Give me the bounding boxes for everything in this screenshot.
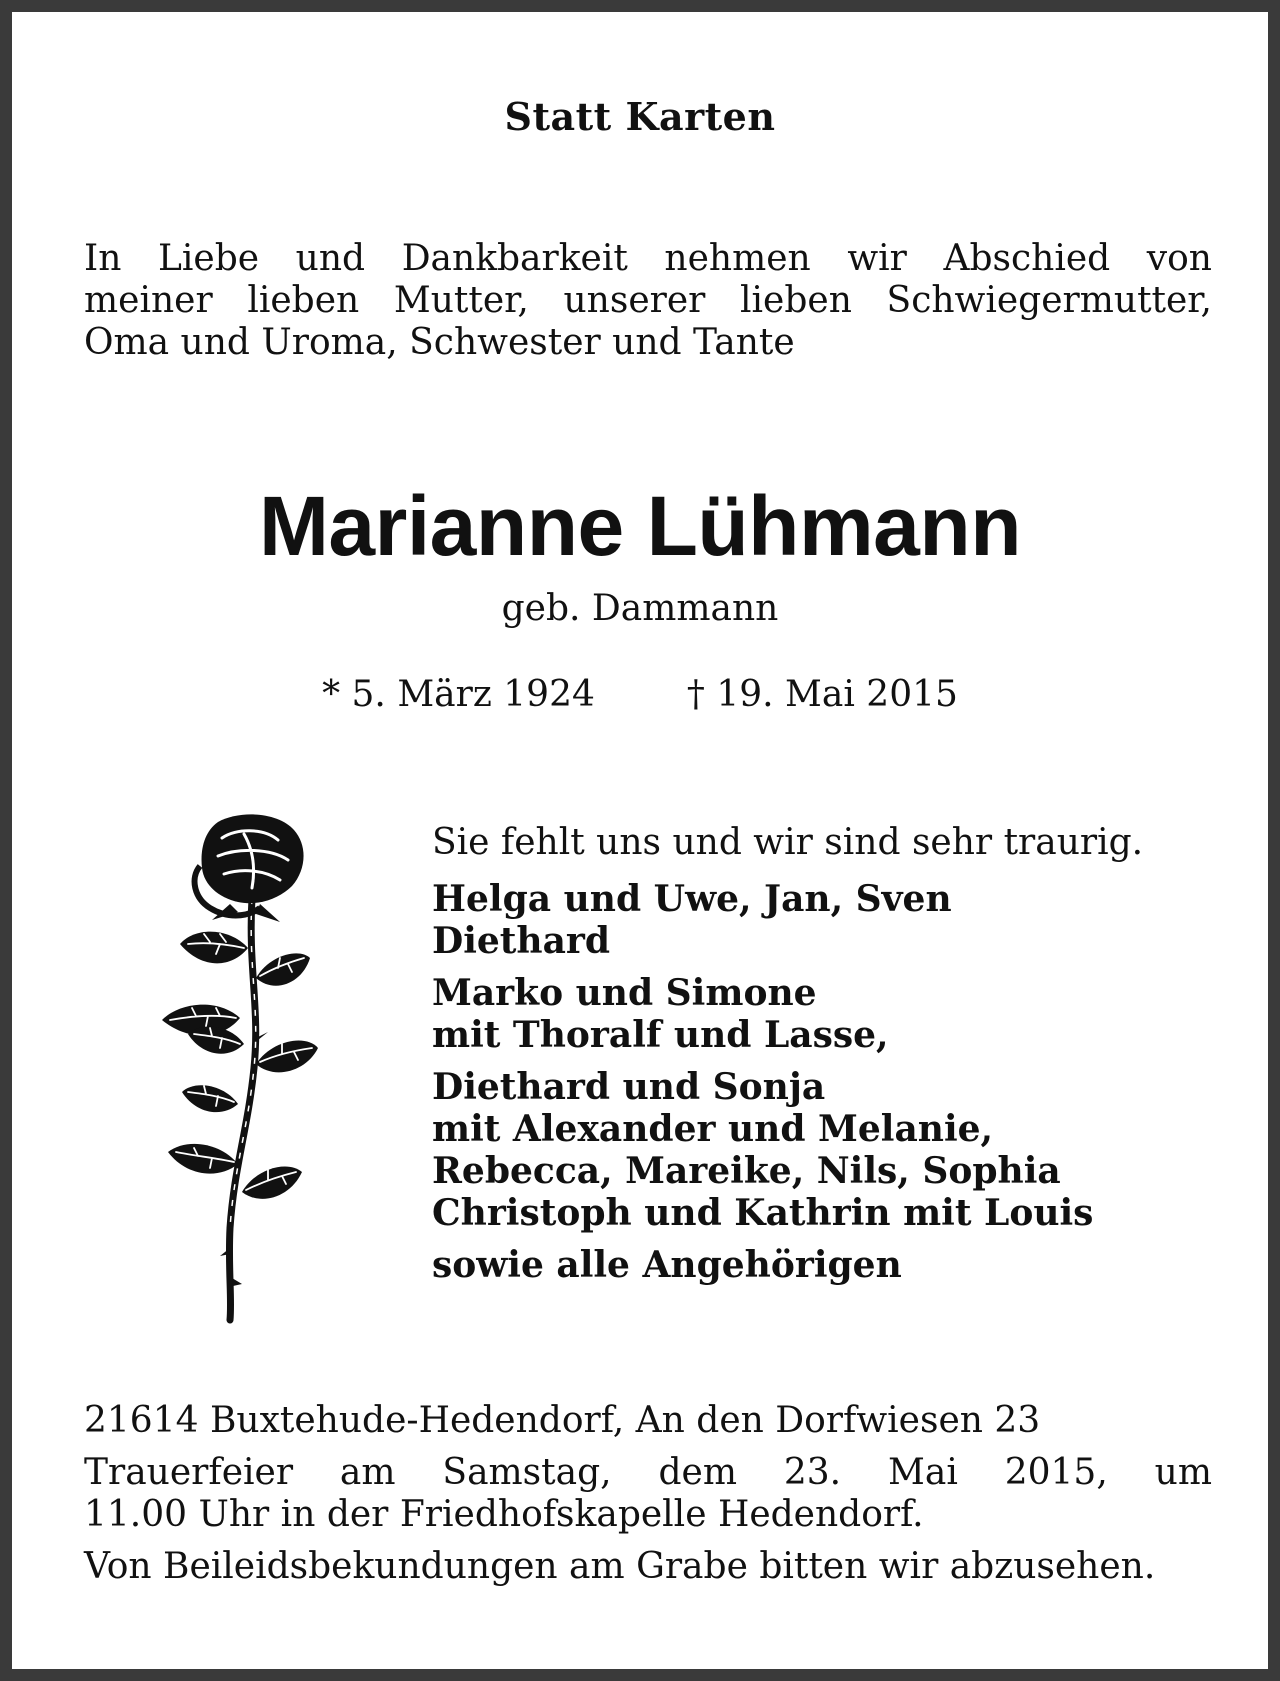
- notice-header: Statt Karten: [504, 94, 776, 139]
- notice-footer: [84, 1400, 1212, 1588]
- mourner-line: Christoph und Kathrin mit Louis: [432, 1192, 1094, 1234]
- intro-line-1: In Liebe und Dankbarkeit nehmen wir Abschied von: [84, 238, 1212, 279]
- obituary-notice: [12, 12, 1268, 1669]
- mourner-line: Diethard: [432, 920, 611, 962]
- maiden-name: geb. Dammann: [501, 588, 779, 629]
- intro-line-2: meiner lieben Mutter, unserer lieben Schwiegermutter,: [84, 280, 1212, 321]
- rose-icon: [160, 808, 330, 1328]
- mourner-group-2: [432, 972, 1232, 1056]
- condolence-request: Von Beileidsbekundungen am Grabe bitten wir abzusehen.: [84, 1546, 1156, 1587]
- mourner-group-3: [432, 1066, 1232, 1234]
- address: 21614 Buxtehude-Hedendorf, An den Dorfwiesen 23: [84, 1400, 1041, 1441]
- life-dates: [12, 674, 1268, 715]
- mourner-line: Helga und Uwe, Jan, Sven: [432, 878, 952, 920]
- mourner-line: mit Thoralf und Lasse,: [432, 1014, 889, 1056]
- intro-text: [84, 238, 1212, 364]
- mourners-block: [432, 822, 1232, 1286]
- ceremony-info: [84, 1452, 1212, 1536]
- mourner-line: Diethard und Sonja: [432, 1066, 826, 1108]
- ceremony-line-2: 11.00 Uhr in der Friedhofskapelle Hedendorf.: [84, 1494, 924, 1535]
- mourners-closing: sowie alle Angehörigen: [432, 1244, 902, 1286]
- mourner-group-1: [432, 878, 1232, 962]
- intro-line-3: Oma und Uroma, Schwester und Tante: [84, 322, 795, 363]
- mourner-line: Marko und Simone: [432, 972, 817, 1014]
- ceremony-line-1: Trauerfeier am Samstag, dem 23. Mai 2015, um: [84, 1452, 1212, 1493]
- deceased-name: Marianne Lühmann: [258, 479, 1022, 573]
- birth-date: * 5. März 1924: [322, 674, 595, 715]
- death-date: † 19. Mai 2015: [686, 674, 958, 715]
- mourner-line: Rebecca, Mareike, Nils, Sophia: [432, 1150, 1061, 1192]
- mourning-quote: Sie fehlt uns und wir sind sehr traurig.: [432, 822, 1144, 863]
- mourner-line: mit Alexander und Melanie,: [432, 1108, 994, 1150]
